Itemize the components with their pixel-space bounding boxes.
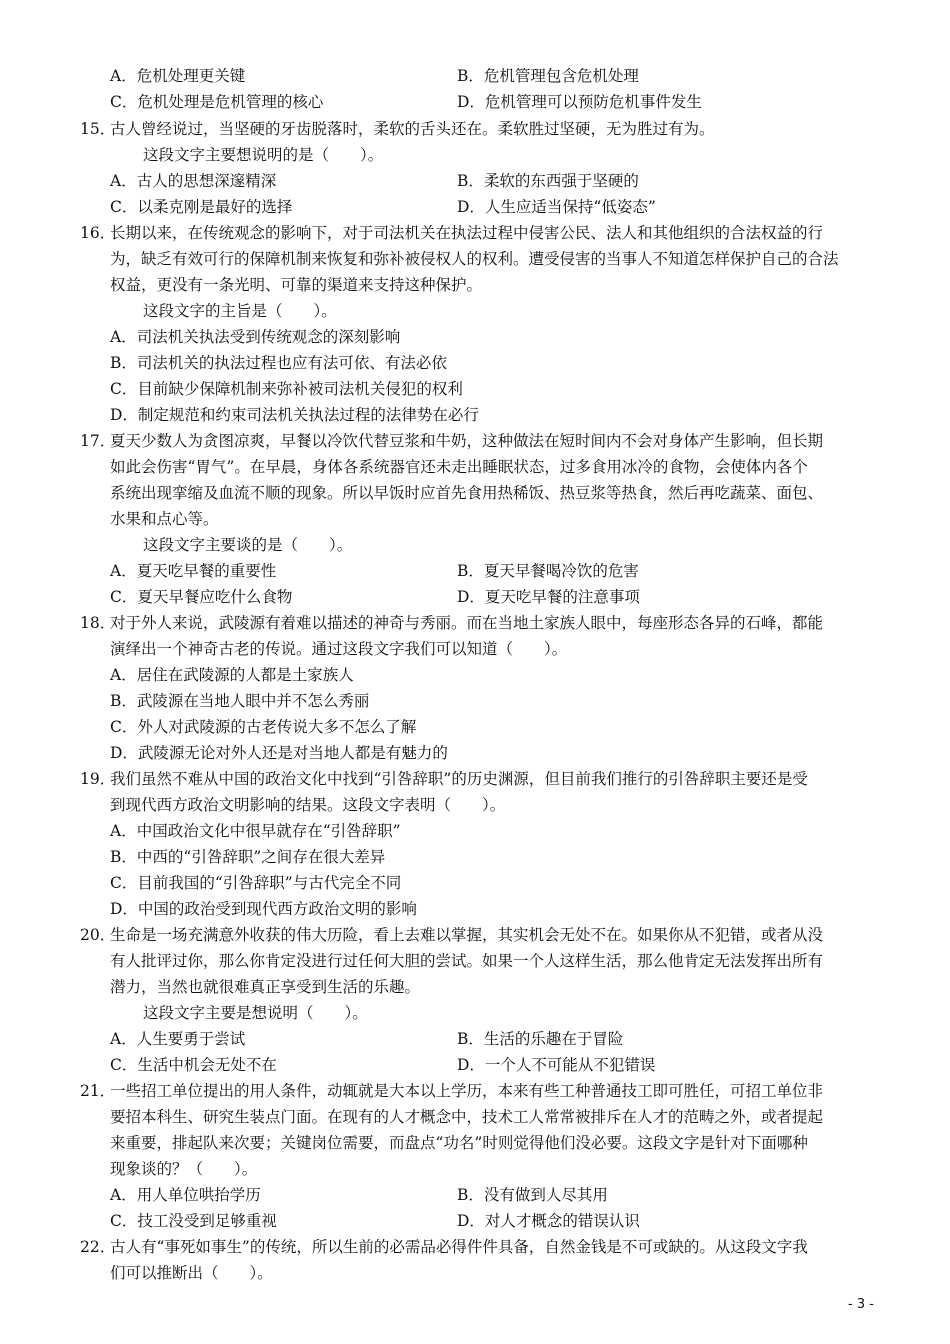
q18-option-b: B．武陵源在当地人眼中并不怎么秀丽 — [110, 692, 370, 710]
q18-option-a: A．居住在武陵源的人都是土家族人 — [110, 666, 354, 684]
q16-stem-line: 权益，更没有一条光明、可靠的渠道来支持这种保护。 — [110, 276, 483, 294]
q17-prompt: 这段文字主要谈的是（ ）。 — [143, 536, 353, 554]
q14-option-b: B．危机管理包含危机处理 — [457, 67, 639, 85]
page-number: - 3 - — [848, 1297, 874, 1312]
q16-option-b: B．司法机关的执法过程也应有法可依、有法必依 — [110, 354, 447, 372]
q15-option-c: C．以柔克刚是最好的选择 — [110, 198, 293, 216]
q19-option-d: D．中国的政治受到现代西方政治文明的影响 — [110, 900, 417, 918]
q18-number: 18． — [80, 614, 116, 632]
q16-option-c: C．目前缺少保障机制来弥补被司法机关侵犯的权利 — [110, 380, 463, 398]
q19-option-b: B．中西的“引咎辞职”之间存在很大差异 — [110, 848, 386, 866]
q20-option-c: C．生活中机会无处不在 — [110, 1056, 277, 1074]
q21-number: 21． — [80, 1082, 116, 1100]
q21-stem-line: 来重要，排起队来次要；关键岗位需要，而盘点“功名”时则觉得他们没必要。这段文字是针对下面哪种 — [110, 1134, 808, 1152]
q18-stem-line: 演绎出一个神奇古老的传说。通过这段文字我们可以知道（ ）。 — [110, 640, 568, 658]
q21-stem-line: 现象谈的？（ ）。 — [110, 1160, 258, 1178]
q16-option-d: D．制定规范和约束司法机关执法过程的法律势在必行 — [110, 406, 479, 424]
q22-stem-line: 们可以推断出（ ）。 — [110, 1264, 273, 1282]
q21-stem-line: 一些招工单位提出的用人条件，动辄就是大本以上学历，本来有些工种普通技工即可胜任，可招工单位非 — [110, 1082, 824, 1100]
q16-stem-line: 长期以来，在传统观念的影响下，对于司法机关在执法过程中侵害公民、法人和其他组织的合法权益的行 — [110, 224, 824, 242]
q20-stem-line: 有人批评过你，那么你肯定没进行过任何大胆的尝试。如果一个人这样生活，那么他肯定无法发挥出所有 — [110, 952, 824, 970]
q21-option-c: C．技工没受到足够重视 — [110, 1212, 277, 1230]
q15-option-b: B．柔软的东西强于坚硬的 — [457, 172, 639, 190]
q16-number: 16． — [80, 224, 116, 242]
q20-option-a: A．人生要勇于尝试 — [110, 1030, 246, 1048]
q15-option-d: D．人生应适当保持“低姿态” — [457, 198, 656, 216]
q17-option-d: D．夏天吃早餐的注意事项 — [457, 588, 640, 606]
q20-number: 20． — [80, 926, 116, 944]
q17-stem-line: 夏天少数人为贪图凉爽，早餐以冷饮代替豆浆和牛奶，这种做法在短时间内不会对身体产生影响，但长期 — [110, 432, 824, 450]
q16-stem-line: 为，缺乏有效可行的保障机制来恢复和弥补被侵权人的权利。遭受侵害的当事人不知道怎样保护自己的合法 — [110, 250, 839, 268]
q14-option-c: C．危机处理是危机管理的核心 — [110, 93, 324, 111]
q15-number: 15． — [80, 120, 116, 138]
q17-number: 17． — [80, 432, 116, 450]
q14-option-d: D．危机管理可以预防危机事件发生 — [457, 93, 702, 111]
q19-option-a: A．中国政治文化中很早就存在“引咎辞职” — [110, 822, 401, 840]
q21-option-b: B．没有做到人尽其用 — [457, 1186, 608, 1204]
q21-stem-line: 要招本科生、研究生装点门面。在现有的人才概念中，技术工人常常被排斥在人才的范畴之外，或者提起 — [110, 1108, 824, 1126]
q22-number: 22． — [80, 1238, 116, 1256]
q17-option-a: A．夏天吃早餐的重要性 — [110, 562, 277, 580]
q22-stem-line: 古人有“事死如事生”的传统，所以生前的必需品必得件件具备，自然金钱是不可或缺的。从这段文字我 — [110, 1238, 808, 1256]
q17-option-b: B．夏天早餐喝冷饮的危害 — [457, 562, 639, 580]
q16-prompt: 这段文字的主旨是（ ）。 — [143, 302, 337, 320]
q17-stem-line: 如此会伤害“胃气”。在早晨，身体各系统器官还未走出睡眠状态，过多食用冰冷的食物，会使体内各个 — [110, 458, 808, 476]
q20-prompt: 这段文字主要是想说明（ ）。 — [143, 1004, 368, 1022]
q17-option-c: C．夏天早餐应吃什么食物 — [110, 588, 293, 606]
q19-stem-line: 我们虽然不难从中国的政治文化中找到“引咎辞职”的历史渊源，但目前我们推行的引咎辞职主要还是受 — [110, 770, 808, 788]
q17-stem-line: 系统出现挛缩及血流不顺的现象。所以早饭时应首先食用热稀饭、热豆浆等热食，然后再吃蔬菜、面包、 — [110, 484, 824, 502]
q15-option-a: A．古人的思想深邃精深 — [110, 172, 277, 190]
q19-option-c: C．目前我国的“引咎辞职”与古代完全不同 — [110, 874, 402, 892]
q17-stem-line: 水果和点心等。 — [110, 510, 219, 528]
q19-stem-line: 到现代西方政治文明影响的结果。这段文字表明（ ）。 — [110, 796, 506, 814]
q19-number: 19． — [80, 770, 116, 788]
q14-option-a: A．危机处理更关键 — [110, 67, 246, 85]
q20-option-d: D．一个人不可能从不犯错误 — [457, 1056, 656, 1074]
q20-stem-line: 生命是一场充满意外收获的伟大历险，看上去难以掌握，其实机会无处不在。如果你从不犯错，或者从没 — [110, 926, 824, 944]
q21-option-d: D．对人才概念的错误认识 — [457, 1212, 640, 1230]
q15-stem-line: 古人曾经说过，当坚硬的牙齿脱落时，柔软的舌头还在。柔软胜过坚硬，无为胜过有为。 — [110, 120, 715, 138]
q21-option-a: A．用人单位哄抬学历 — [110, 1186, 261, 1204]
q18-stem-line: 对于外人来说，武陵源有着难以描述的神奇与秀丽。而在当地土家族人眼中，每座形态各异的石峰，都能 — [110, 614, 824, 632]
q18-option-c: C．外人对武陵源的古老传说大多不怎么了解 — [110, 718, 417, 736]
q15-prompt: 这段文字主要想说明的是（ ）。 — [143, 146, 384, 164]
q18-option-d: D．武陵源无论对外人还是对当地人都是有魅力的 — [110, 744, 448, 762]
q16-option-a: A．司法机关执法受到传统观念的深刻影响 — [110, 328, 401, 346]
q20-option-b: B．生活的乐趣在于冒险 — [457, 1030, 624, 1048]
q20-stem-line: 潜力，当然也就很难真正享受到生活的乐趣。 — [110, 978, 421, 996]
